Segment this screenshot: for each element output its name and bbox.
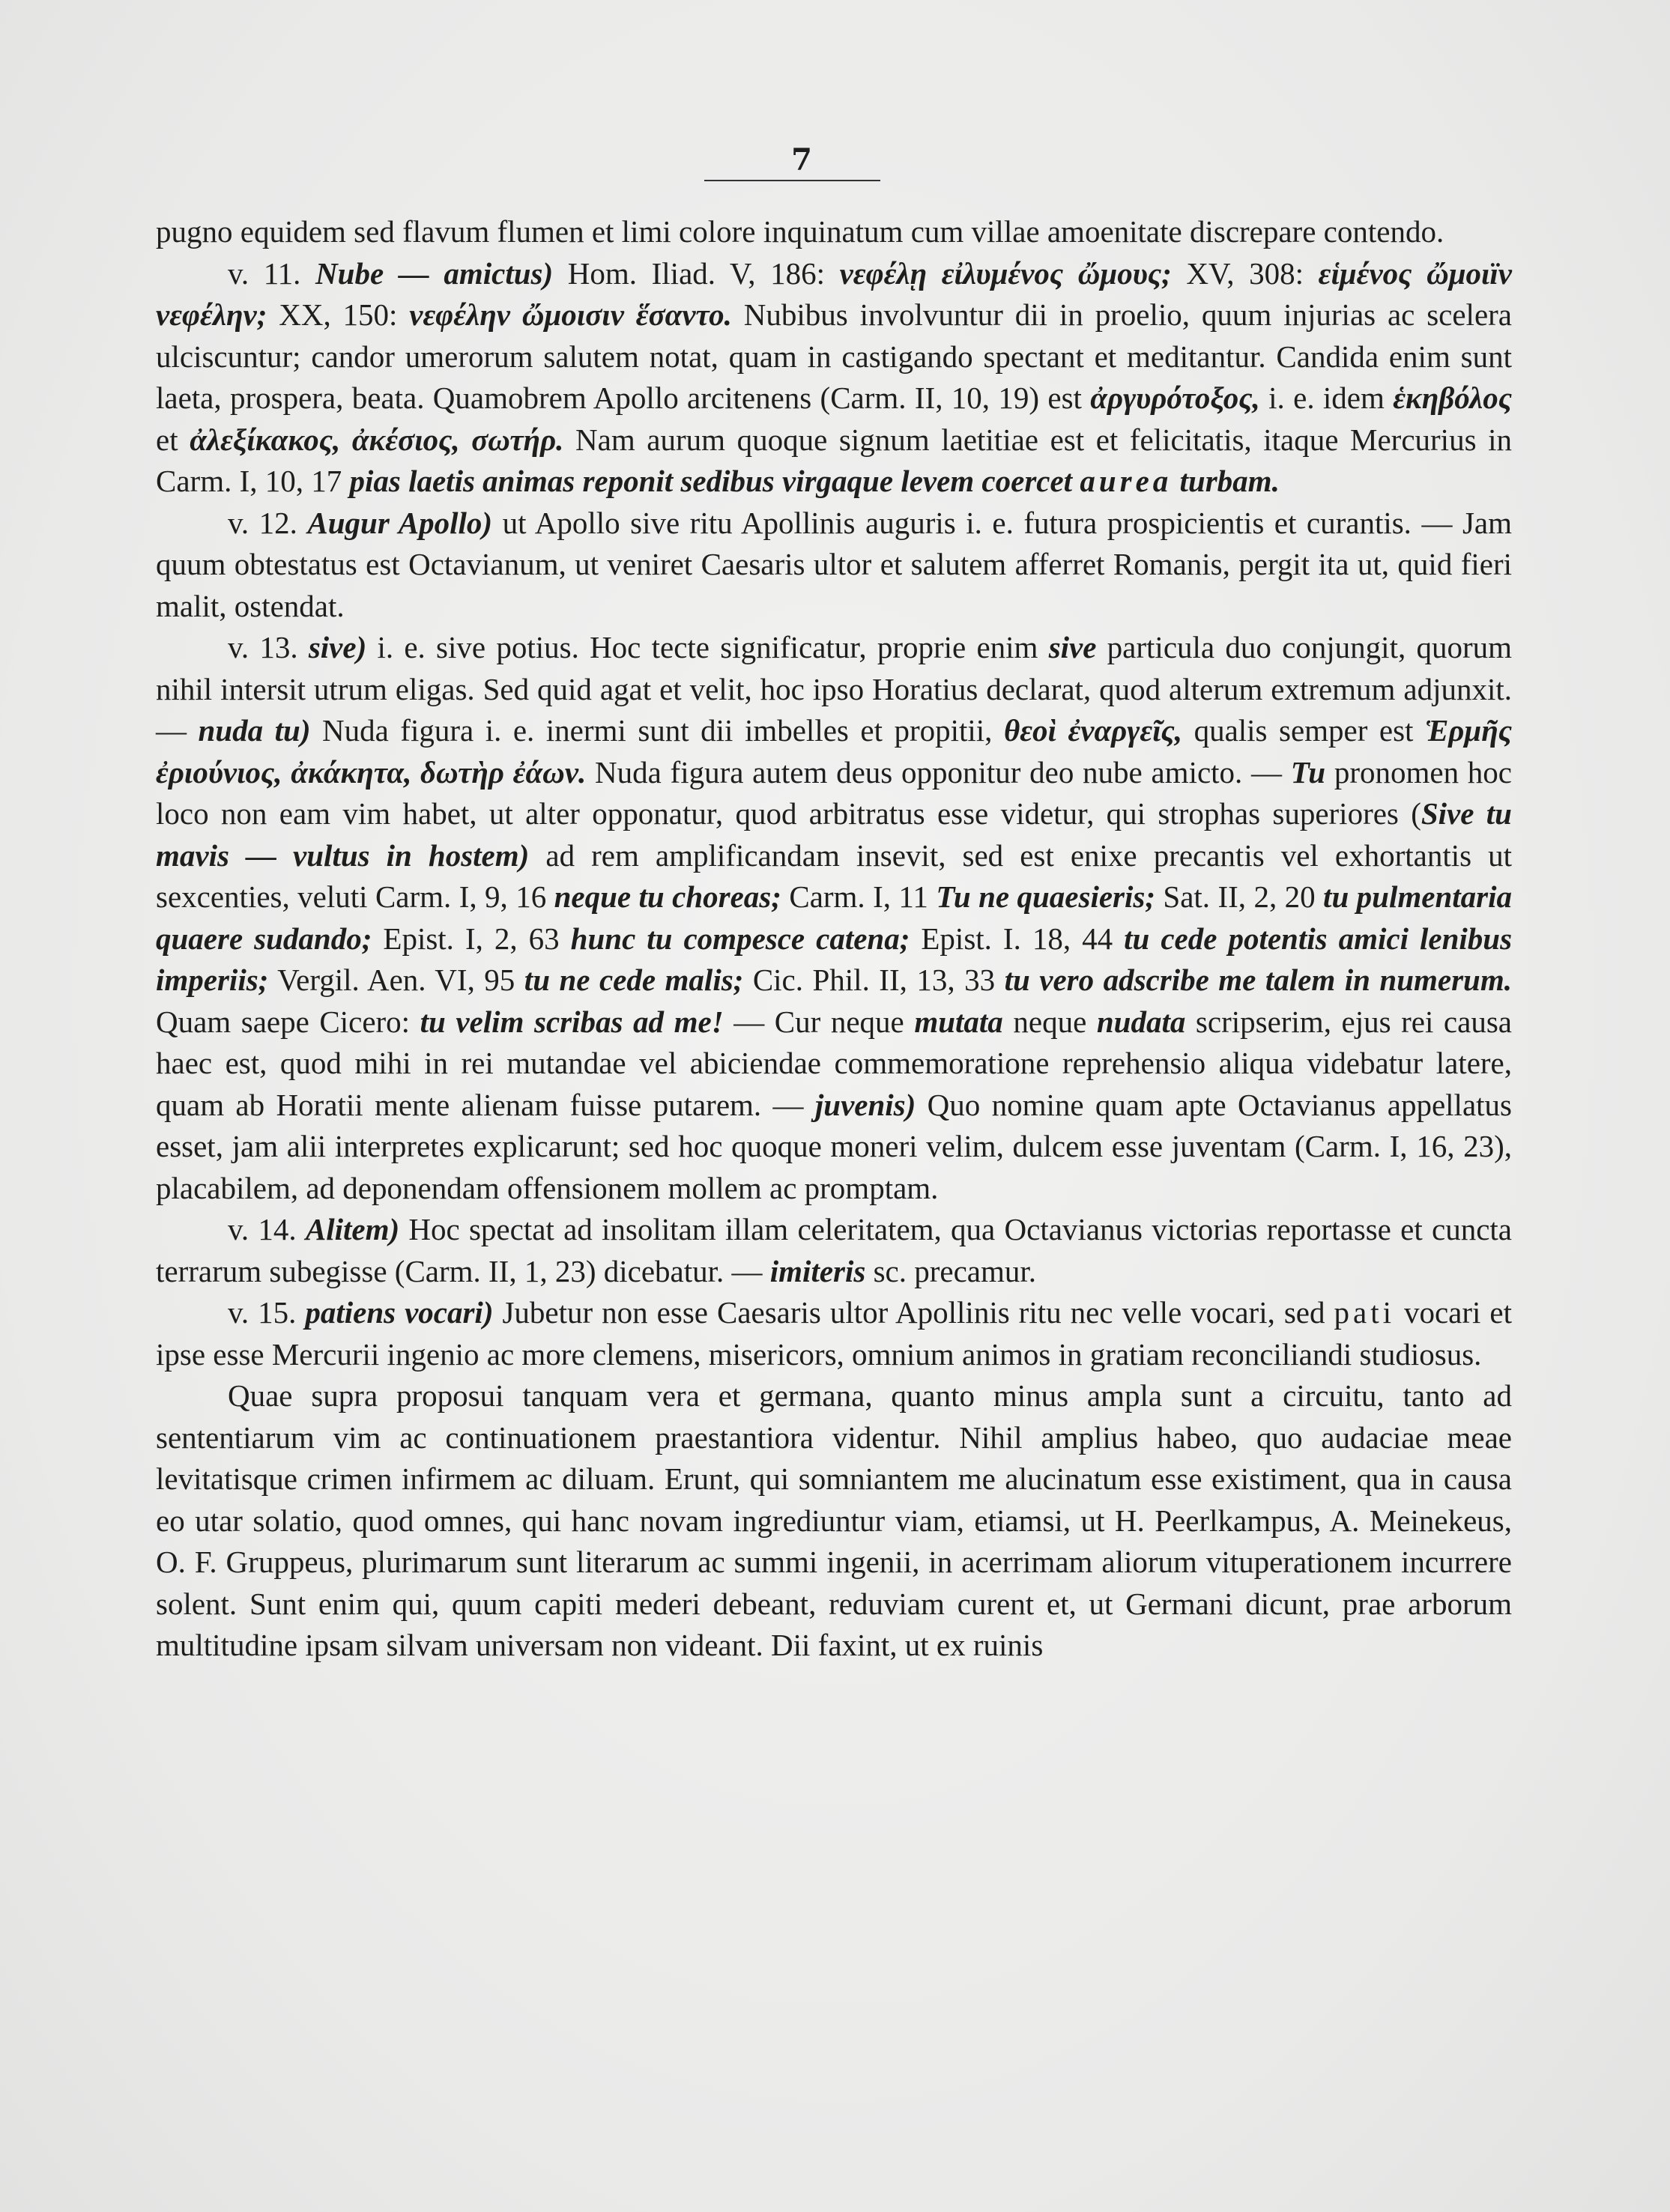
emphasized-text: tu ne cede malis; — [524, 963, 744, 997]
body-text: Nubibus involvuntur dii in proelio, quum injurias ac scelera ulciscuntur; candor umerorum salutem notat, quam in castigando spectant et meditantur. Candida enim sunt laeta, prospera, beata. Quamobrem Apollo arcitenens (Carm. II, 10, 19) est — [156, 297, 1512, 415]
body-text: Epist. I, 2, 63 — [372, 921, 571, 956]
emphasized-text: imiteris — [769, 1253, 866, 1288]
body-text: Nuda figura autem deus opponitur deo nube amicto. — — [586, 754, 1291, 790]
body-text: i. e. sive potius. Hoc tecte significatur, proprie enim — [366, 630, 1049, 664]
emphasized-text: patiens vocari) — [305, 1295, 494, 1330]
body-text: sc. precamur. — [865, 1253, 1037, 1288]
emphasized-text: νεφέλῃ εἰλυμένος ὤμους; — [839, 255, 1172, 291]
body-text: vocari et ipse esse Mercurii ingenio ac more clemens, misericors, omnium animos in gratiam reconciliandi studiosus. — [156, 1295, 1513, 1372]
body-text: v. 11. — [228, 255, 316, 291]
body-text: Hom. Iliad. V, 186: — [553, 255, 840, 291]
page-number-rule — [704, 180, 880, 181]
body-text: Quam saepe Cicero: — [156, 1004, 420, 1039]
emphasized-text: tu cede potentis amici lenibus imperiis; — [156, 921, 1513, 997]
body-text: particula duo conjungit, quorum nihil intersit utrum eligas. Sed quid agat et velit, hoc ipso Horatius declarat, quod alterum extremum adjunxit. — — [156, 630, 1512, 748]
body-text: ad rem amplificandam insevit, sed est enixe precantis vel exhortantis ut sexcenties, veluti Carm. I, 9, 16 — [156, 837, 1513, 914]
emphasized-text: νεφέλην ὤμοισιν ἕσαντο. — [409, 297, 732, 332]
body-text: v. 15. — [228, 1295, 306, 1330]
emphasized-text: nudata — [1096, 1004, 1186, 1039]
emphasized-text: ἀργυρότοξος, — [1090, 381, 1260, 415]
page-number: 7 — [791, 142, 812, 178]
emphasized-text: ἀλεξίκακος, ἀκέσιος, σωτήρ. — [190, 422, 564, 457]
body-text: pugno equidem sed flavum flumen et limi colore inquinatum cum villae amoenitate discrepare contendo. — [156, 214, 1444, 249]
paragraph — [156, 627, 1512, 1209]
body-text: et — [156, 422, 190, 457]
emphasized-text: tu pulmentaria quaere sudando; — [156, 879, 1512, 956]
emphasized-text: sive) — [308, 630, 367, 664]
emphasized-text: pati — [1334, 1295, 1395, 1330]
paragraph — [156, 503, 1512, 628]
emphasized-text: ἑκηβόλος — [1393, 381, 1513, 415]
emphasized-text: mutata — [914, 1004, 1003, 1039]
body-text: Nam aurum quoque signum laetitiae est et felicitatis, itaque Mercurius in Carm. I, 10, 17 — [156, 422, 1512, 498]
commentary-text — [156, 211, 1512, 1667]
paragraph — [156, 1375, 1512, 1667]
body-text: v. 14. — [228, 1212, 306, 1246]
body-text: Sat. II, 2, 20 — [1155, 879, 1324, 914]
emphasized-text: tu velim scribas ad me! — [420, 1004, 724, 1039]
body-text — [1172, 464, 1179, 498]
emphasized-text: hunc tu compesce catena; — [570, 921, 910, 956]
emphasized-text: Augur Apollo) — [307, 505, 493, 540]
body-text: Hoc spectat ad insolitam illam celeritatem, qua Octavianus victorias reportasse et cuncta terrarum subegisse (Carm. II, 1, 23) dicebatur. — — [156, 1212, 1512, 1288]
emphasized-text: nuda tu) — [198, 713, 311, 748]
emphasized-text: pias laetis animas reponit sedibus virgaque levem coercet — [349, 464, 1080, 498]
body-text: v. 12. — [228, 505, 308, 540]
paragraph — [156, 1292, 1512, 1375]
body-text: Carm. I, 11 — [781, 879, 937, 914]
emphasized-text: Ἑρμῆς ἐριούνιος, ἀκάκητα, δωτὴρ ἐάων. — [156, 713, 1513, 790]
emphasized-text: Tu ne quaesieris; — [936, 879, 1155, 914]
body-text: qualis semper est — [1182, 713, 1425, 748]
emphasized-text: sive — [1048, 630, 1097, 664]
body-text: Quae supra proposui tanquam vera et germana, quanto minus ampla sunt a circuitu, tanto ad sententiarum vim ac continuationem praestantiora videntur. Nihil amplius habeo, quo audaciae meae levitatisque crimen infirmem ac diluam. Erunt, qui somniantem me alucinatum esse existiment, qua in causa eo utar solatio, quod omnes, qui hanc novam ingrediuntur viam, etiamsi, ut H. Peerlkampus, A. Meinekeus, O. F. Gruppeus, plurimarum sunt literarum ac summi ingenii, in acerrimam aliorum vituperationem incurrere solent. Sunt enim qui, quum capiti mederi debeant, reduviam curent et, ut Germani dicunt, prae arborum multitudine ipsam silvam universam non videant. Dii faxint, ut ex ruinis — [156, 1378, 1512, 1662]
body-text: pronomen hoc loco non eam vim habet, ut alter opponatur, quod arbitratus esse videtur, qui strophas superiores ( — [156, 754, 1512, 831]
paragraph — [156, 1209, 1512, 1292]
emphasized-text: aurea — [1080, 464, 1173, 498]
body-text: Nuda figura i. e. inermi sunt dii imbelles et propitii, — [310, 713, 1004, 748]
emphasized-text: tu vero adscribe me talem in numerum. — [1004, 963, 1512, 997]
body-text: Vergil. Aen. VI, 95 — [268, 963, 524, 997]
paragraph — [156, 253, 1512, 503]
emphasized-text: Alitem) — [305, 1212, 400, 1246]
emphasized-text: Sive tu mavis — vultus in hostem) — [156, 796, 1512, 873]
body-text: XV, 308: — [1171, 255, 1319, 291]
body-text: XX, 150: — [267, 297, 410, 332]
body-text: i. e. idem — [1259, 381, 1394, 415]
body-text: ut Apollo sive ritu Apollinis auguris i. e. futura prospicientis et curantis. — Jam quum obtestatus est Octavianum, ut veniret Caesaris ultor et salutem afferret Romanis, pergit ita ut, quid fieri malit, ostendat. — [156, 505, 1512, 623]
body-text: scripserim, ejus rei causa haec est, quod mihi in rei mutandae vel abiciendae commemoratione reprehensio aliqua videbatur latere, quam ab Horatii mente alienam fuisse putarem. — — [156, 1004, 1512, 1122]
body-text: Jubetur non esse Caesaris ultor Apollinis ritu nec velle vocari, sed — [493, 1295, 1334, 1330]
body-text: v. 13. — [228, 630, 309, 664]
emphasized-text: Tu — [1290, 754, 1326, 790]
body-text: Cic. Phil. II, 13, 33 — [743, 963, 1005, 997]
emphasized-text: juvenis) — [814, 1087, 916, 1122]
body-text: — Cur neque — [723, 1004, 915, 1039]
body-text: neque — [1002, 1004, 1097, 1039]
paragraph — [156, 211, 1512, 253]
emphasized-text: εἱμένος ὤμοιϊν νεφέλην; — [156, 255, 1512, 332]
emphasized-text: Nube — amictus) — [315, 255, 554, 291]
body-text: Epist. I. 18, 44 — [910, 921, 1125, 956]
emphasized-text: turbam. — [1179, 464, 1280, 498]
emphasized-text: θεοὶ ἐναργεῖς, — [1003, 713, 1183, 748]
body-text: Quo nomine quam apte Octavianus appellatus esset, jam alii interpretes explicarunt; sed hoc quoque moneri velim, dulcem esse juventam (Carm. I, 16, 23), placabilem, ad deponendam offensionem mollem ac promptam. — [156, 1087, 1512, 1205]
emphasized-text: neque tu choreas; — [554, 879, 781, 914]
